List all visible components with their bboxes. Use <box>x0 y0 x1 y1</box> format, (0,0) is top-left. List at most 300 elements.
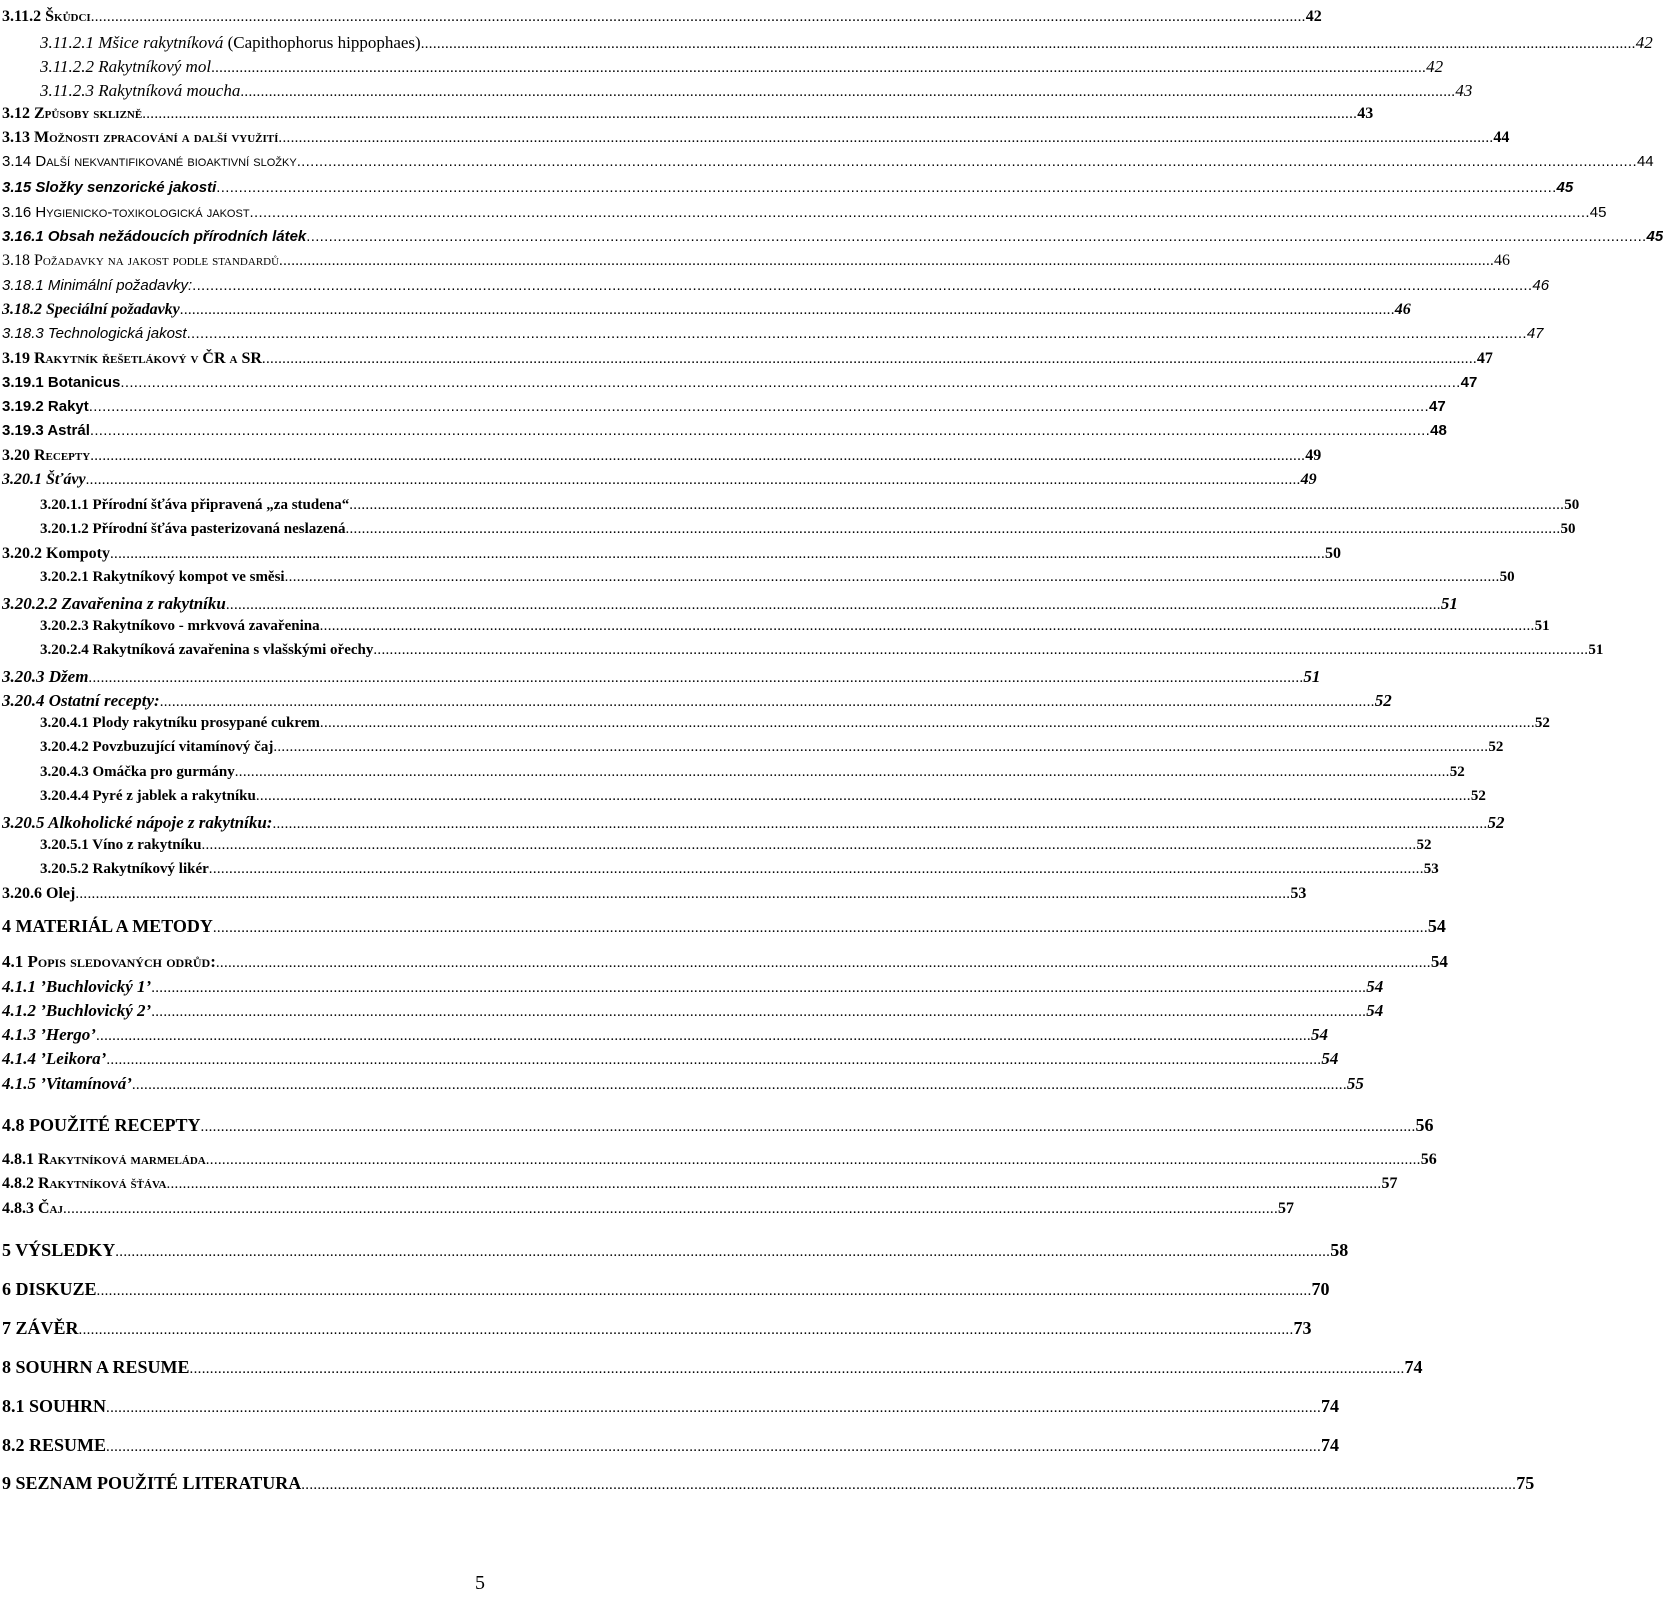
toc-entry-page: 54 <box>1366 1001 1384 1020</box>
toc-entry[interactable] <box>2 179 1574 196</box>
toc-entry-number: 4.8.2 <box>2 1175 34 1192</box>
toc-entry-label <box>2 252 279 270</box>
toc-entry-page: 42 <box>1426 57 1444 76</box>
toc-entry[interactable] <box>40 642 1604 659</box>
toc-dot-leader: ............................................................................................................................................................................................................................................................................................................ <box>120 374 1461 391</box>
toc-entry-label <box>2 301 180 319</box>
toc-dot-leader: ............................................................................................................................................................................................................................................................................................................ <box>75 886 1291 902</box>
toc-entry-number: 3.20.1 <box>2 471 42 488</box>
toc-entry-page: 50 <box>1560 521 1576 537</box>
toc-entry-label <box>40 497 349 514</box>
toc-entry-title: Omáčka pro gurmány <box>92 764 235 780</box>
toc-dot-leader: ............................................................................................................................................................................................................................................................................................................ <box>278 130 1494 146</box>
toc-entry-label <box>2 977 151 997</box>
toc-entry[interactable] <box>2 350 1493 368</box>
toc-dot-leader: ............................................................................................................................................................................................................................................................................................................ <box>89 422 1431 439</box>
toc-entry-label <box>2 105 142 123</box>
toc-entry-title: Rakytník řešetlákový v ČR a SR <box>34 350 262 367</box>
toc-entry-page: 74 <box>1404 1357 1423 1377</box>
toc-entry-page: 54 <box>1427 916 1446 936</box>
toc-entry-title: Rakytníkovo - mrkvová zavařenina <box>92 618 320 634</box>
toc-entry[interactable] <box>2 1240 1349 1261</box>
toc-entry-number: 4.8.3 <box>2 1200 34 1217</box>
toc-entry-title: Rakytníkový kompot ve směsi <box>92 569 285 585</box>
toc-entry-label <box>2 374 120 391</box>
toc-entry-page: 45 <box>1646 228 1663 245</box>
toc-entry[interactable] <box>2 1200 1294 1218</box>
toc-entry-number: 3.20.5.2 <box>40 861 89 877</box>
toc-entry-title: Mšice rakytníková <box>98 33 224 52</box>
toc-dot-leader: ............................................................................................................................................................................................................................................................................................................ <box>319 618 1535 634</box>
toc-entry-number: 4.8 <box>2 1115 25 1135</box>
toc-entry-label <box>2 1279 97 1300</box>
toc-entry[interactable] <box>2 1001 1384 1021</box>
toc-entry-page: 54 <box>1310 1025 1328 1044</box>
toc-entry-page: 52 <box>1374 691 1392 710</box>
toc-entry[interactable] <box>2 1435 1340 1456</box>
toc-entry-number: 3.11.2 <box>2 8 42 25</box>
toc-entry-number: 4.1.2 <box>2 1001 36 1020</box>
toc-entry[interactable] <box>2 471 1317 489</box>
toc-dot-leader: ............................................................................................................................................................................................................................................................................................................ <box>420 36 1636 52</box>
toc-entry-label <box>40 618 320 635</box>
toc-entry-title: POUŽITÉ RECEPTY <box>29 1115 201 1135</box>
toc-entry-number: 3.20.5.1 <box>40 837 89 853</box>
toc-entry-label <box>2 1049 106 1069</box>
toc-entry-page: 73 <box>1293 1318 1312 1338</box>
toc-entry[interactable] <box>2 813 1505 833</box>
toc-entry-label <box>2 447 90 465</box>
toc-entry-title: Speciální požadavky <box>46 301 180 318</box>
toc-dot-leader: ............................................................................................................................................................................................................................................................................................................ <box>201 837 1417 853</box>
toc-dot-leader: ............................................................................................................................................................................................................................................................................................................ <box>106 1052 1322 1068</box>
toc-entry[interactable] <box>2 204 1607 221</box>
toc-entry[interactable] <box>2 916 1446 937</box>
toc-entry-number: 6 <box>2 1279 11 1299</box>
toc-entry-number: 3.20.2.4 <box>40 642 89 658</box>
toc-entry[interactable] <box>2 325 1544 342</box>
toc-dot-leader: ............................................................................................................................................................................................................................................................................................................ <box>216 179 1557 196</box>
toc-dot-leader: ............................................................................................................................................................................................................................................................................................................ <box>189 1361 1405 1377</box>
toc-entry-label <box>40 33 421 53</box>
toc-entry-page: 52 <box>1534 715 1550 731</box>
toc-entry-title: Povzbuzující vitamínový čaj <box>92 739 274 755</box>
toc-entry-page: 46 <box>1394 301 1411 318</box>
toc-entry-number: 4 <box>2 916 11 936</box>
toc-entry-label <box>2 350 262 368</box>
toc-entry-title: Olej <box>46 885 76 902</box>
toc-dot-leader: ............................................................................................................................................................................................................................................................................................................ <box>159 694 1375 710</box>
toc-entry-number: 3.18.2 <box>2 301 42 318</box>
toc-entry-title: RESUME <box>29 1435 107 1455</box>
toc-entry-number: 3.20.4.4 <box>40 788 89 804</box>
toc-entry-title: Pyré z jablek a rakytníku <box>92 788 256 804</box>
toc-dot-leader: ............................................................................................................................................................................................................................................................................................................ <box>272 816 1488 832</box>
toc-dot-leader: ............................................................................................................................................................................................................................................................................................................ <box>284 569 1500 585</box>
toc-entry-page: 52 <box>1470 788 1486 804</box>
toc-dot-leader: ............................................................................................................................................................................................................................................................................................................ <box>179 302 1395 318</box>
toc-entry-title: Rakytníková marmeláda <box>38 1151 206 1168</box>
page-number: 5 <box>475 1572 485 1594</box>
toc-entry-label <box>40 739 273 756</box>
toc-entry-number: 3.20.6 <box>2 885 42 902</box>
toc-entry[interactable] <box>2 885 1307 903</box>
toc-entry-page: 70 <box>1311 1279 1330 1299</box>
toc-entry-label <box>40 57 211 77</box>
toc-entry-number: 4.1 <box>2 952 24 971</box>
toc-entry-number: 3.16 <box>2 204 32 221</box>
toc-entry-label <box>2 1200 63 1218</box>
toc-entry-title: Kompoty <box>46 545 110 562</box>
toc-entry-label <box>2 1240 115 1261</box>
toc-entry-page: 54 <box>1321 1049 1339 1068</box>
toc-entry-label <box>2 916 213 937</box>
toc-dot-leader: ............................................................................................................................................................................................................................................................................................................ <box>373 642 1589 658</box>
toc-dot-leader: ............................................................................................................................................................................................................................................................................................................ <box>273 739 1489 755</box>
toc-entry-page: 74 <box>1321 1435 1340 1455</box>
toc-entry-page: 56 <box>1415 1115 1434 1135</box>
toc-entry[interactable] <box>2 1357 1423 1378</box>
toc-entry[interactable] <box>2 277 1550 294</box>
toc-entry-page: 51 <box>1534 618 1550 634</box>
toc-entry-label <box>40 642 373 659</box>
toc-entry-number: 3.13 <box>2 129 30 146</box>
toc-entry-page: 57 <box>1278 1200 1294 1217</box>
toc-entry-title: Technologická jakost <box>47 325 187 342</box>
toc-entry-label <box>2 813 272 833</box>
toc-dot-leader: ............................................................................................................................................................................................................................................................................................................ <box>249 204 1590 221</box>
toc-entry[interactable] <box>2 105 1374 123</box>
toc-entry-title: Rakytníkový likér <box>92 861 209 877</box>
toc-entry-number: 4.1.1 <box>2 977 36 996</box>
toc-entry-label <box>2 1151 206 1169</box>
toc-entry-label <box>2 153 297 170</box>
toc-dot-leader: ............................................................................................................................................................................................................................................................................................................ <box>306 228 1647 245</box>
toc-dot-leader: ............................................................................................................................................................................................................................................................................................................ <box>186 325 1527 342</box>
toc-entry-page: 75 <box>1516 1473 1535 1493</box>
toc-entry-label <box>40 861 209 878</box>
toc-entry-number: 3.20.4.3 <box>40 764 89 780</box>
toc-entry[interactable] <box>40 715 1550 732</box>
toc-entry-page: 56 <box>1420 1151 1437 1168</box>
toc-entry-number: 3.12 <box>2 105 30 122</box>
toc-dot-leader: ............................................................................................................................................................................................................................................................................................................ <box>211 60 1427 76</box>
toc-entry-number: 3.20.2 <box>2 545 42 562</box>
toc-entry-title: Rakytníková moucha <box>98 81 241 100</box>
toc-entry[interactable] <box>2 1396 1340 1417</box>
toc-entry-title: VÝSLEDKY <box>15 1240 116 1260</box>
toc-entry-title: Plody rakytníku prosypané cukrem <box>92 715 320 731</box>
toc-entry-page: 52 <box>1488 739 1504 755</box>
toc-dot-leader: ............................................................................................................................................................................................................................................................................................................ <box>166 1176 1382 1192</box>
toc-entry-page: 53 <box>1290 885 1307 902</box>
toc-entry-title: SEZNAM POUŽITÉ LITERATURA <box>15 1473 302 1493</box>
toc-entry[interactable] <box>2 952 1448 972</box>
toc-dot-leader: ............................................................................................................................................................................................................................................................................................................ <box>90 9 1306 25</box>
toc-entry[interactable] <box>2 153 1654 170</box>
toc-entry[interactable] <box>2 447 1322 465</box>
toc-entry-label <box>40 788 256 805</box>
toc-entry-title: ’Hergo’ <box>40 1025 96 1044</box>
toc-entry-page: 48 <box>1430 422 1447 439</box>
toc-entry-label <box>2 594 226 614</box>
toc-dot-leader: ............................................................................................................................................................................................................................................................................................................ <box>192 277 1533 294</box>
toc-entry[interactable] <box>2 1074 1364 1094</box>
toc-entry-number: 3.19 <box>2 350 30 367</box>
toc-entry-page: 50 <box>1325 545 1341 562</box>
toc-entry[interactable] <box>40 764 1465 781</box>
toc-entry-number: 3.14 <box>2 153 32 170</box>
toc-entry[interactable] <box>2 422 1447 439</box>
toc-entry[interactable] <box>2 1318 1312 1339</box>
toc-entry[interactable] <box>2 8 1322 26</box>
toc-entry-number: 3.20.2.2 <box>2 594 58 613</box>
toc-dot-leader: ............................................................................................................................................................................................................................................................................................................ <box>151 1004 1367 1020</box>
toc-dot-leader: ............................................................................................................................................................................................................................................................................................................ <box>319 715 1535 731</box>
toc-entry-number: 3.18 <box>2 252 30 269</box>
toc-entry-label <box>2 277 192 294</box>
toc-entry[interactable] <box>40 57 1444 77</box>
toc-entry-title: Možnosti zpracování a další využití <box>34 129 279 146</box>
toc-dot-leader: ............................................................................................................................................................................................................................................................................................................ <box>200 1119 1416 1135</box>
toc-entry-label <box>2 952 216 972</box>
toc-entry-title: ’Buchlovický 1’ <box>40 977 152 996</box>
toc-entry-number: 5 <box>2 1240 11 1260</box>
toc-entry-title: Recepty <box>34 447 91 464</box>
toc-entry[interactable] <box>40 788 1486 805</box>
toc-entry-title: Šťávy <box>46 471 86 488</box>
toc-entry-title: Popis sledovaných odrůd: <box>27 952 216 971</box>
toc-entry-number: 3.19.1 <box>2 374 44 391</box>
toc-entry[interactable] <box>2 1049 1339 1069</box>
toc-entry-page: 42 <box>1305 8 1322 25</box>
toc-entry-number: 3.20.4.2 <box>40 739 89 755</box>
toc-entry-number: 8.2 <box>2 1435 25 1455</box>
toc-entry-title: Způsoby sklizně <box>34 105 143 122</box>
toc-entry-label <box>2 1001 151 1021</box>
toc-entry[interactable] <box>2 977 1384 997</box>
toc-entry-number: 3.20.4.1 <box>40 715 89 731</box>
toc-entry-page: 57 <box>1381 1175 1398 1192</box>
toc-entry-label <box>2 471 86 489</box>
toc-entry-title: ZÁVĚR <box>15 1318 79 1338</box>
toc-entry[interactable] <box>2 1115 1434 1136</box>
toc-dot-leader: ............................................................................................................................................................................................................................................................................................................ <box>208 861 1424 877</box>
toc-entry[interactable] <box>2 1025 1328 1045</box>
toc-entry-title: ’Vitamínová’ <box>40 1074 132 1093</box>
toc-dot-leader: ............................................................................................................................................................................................................................................................................................................ <box>88 398 1429 415</box>
toc-entry-page: 44 <box>1493 129 1510 146</box>
toc-entry[interactable] <box>2 667 1321 687</box>
toc-entry[interactable] <box>40 569 1515 586</box>
toc-entry[interactable] <box>40 837 1432 854</box>
toc-entry-label <box>2 204 250 221</box>
toc-entry-title: ’Leikora’ <box>40 1049 107 1068</box>
toc-entry-page: 54 <box>1430 952 1448 971</box>
toc-entry-title: Džem <box>48 667 89 686</box>
toc-entry-number: 3.16.1 <box>2 228 44 245</box>
toc-entry-title: Hygienicko-toxikologická jakost <box>35 204 250 221</box>
toc-entry-title: Astrál <box>47 422 90 439</box>
toc-entry-page: 50 <box>1564 497 1580 513</box>
toc-entry[interactable] <box>40 618 1550 635</box>
toc-entry-label <box>2 1175 166 1193</box>
toc-dot-leader: ............................................................................................................................................................................................................................................................................................................ <box>151 980 1367 996</box>
toc-entry-page: 46 <box>1494 252 1511 269</box>
toc-entry-number: 3.20 <box>2 447 30 464</box>
toc-entry-label <box>2 1025 96 1045</box>
toc-entry-label <box>2 1318 79 1339</box>
toc-entry-number: 3.18.1 <box>2 277 44 294</box>
toc-entry[interactable] <box>2 129 1510 147</box>
toc-dot-leader: ............................................................................................................................................................................................................................................................................................................ <box>296 153 1637 170</box>
toc-entry-label <box>2 129 278 147</box>
toc-entry-page: 47 <box>1526 325 1544 342</box>
toc-dot-leader: ............................................................................................................................................................................................................................................................................................................ <box>225 597 1441 613</box>
toc-entry-page: 55 <box>1346 1074 1364 1093</box>
toc-entry[interactable] <box>40 497 1580 514</box>
toc-entry-number: 8 <box>2 1357 11 1377</box>
toc-entry-number: 9 <box>2 1473 11 1493</box>
toc-entry-title: SOUHRN A RESUME <box>15 1357 190 1377</box>
toc-dot-leader: ............................................................................................................................................................................................................................................................................................................ <box>240 84 1456 100</box>
toc-dot-leader: ............................................................................................................................................................................................................................................................................................................ <box>142 106 1358 122</box>
toc-entry-title: SOUHRN <box>29 1396 107 1416</box>
toc-entry-label <box>2 545 110 563</box>
toc-entry-page: 43 <box>1357 105 1374 122</box>
toc-entry-number: 3.19.3 <box>2 422 44 439</box>
toc-dot-leader: ............................................................................................................................................................................................................................................................................................................ <box>78 1322 1294 1338</box>
toc-entry-number: 3.20.3 <box>2 667 45 686</box>
toc-entry-label <box>40 569 285 586</box>
toc-entry[interactable] <box>2 545 1341 563</box>
toc-entry-page: 49 <box>1300 471 1317 488</box>
toc-entry-number: 3.20.5 <box>2 813 45 832</box>
toc-entry[interactable] <box>2 301 1411 319</box>
toc-entry-page: 51 <box>1588 642 1604 658</box>
toc-entry-page: 50 <box>1499 569 1515 585</box>
toc-entry[interactable] <box>40 739 1504 756</box>
toc-entry-number: 3.20.2.3 <box>40 618 89 634</box>
toc-dot-leader: ............................................................................................................................................................................................................................................................................................................ <box>279 253 1495 269</box>
toc-entry[interactable] <box>40 861 1439 878</box>
toc-entry-title: Požadavky na jakost podle standardů <box>34 252 280 269</box>
toc-entry-page: 42 <box>1635 33 1653 52</box>
toc-entry[interactable] <box>40 33 1653 53</box>
toc-dot-leader: ............................................................................................................................................................................................................................................................................................................ <box>96 1283 1312 1299</box>
toc-dot-leader: ............................................................................................................................................................................................................................................................................................................ <box>205 1152 1421 1168</box>
toc-entry-page: 49 <box>1305 447 1322 464</box>
toc-entry[interactable] <box>2 691 1392 711</box>
toc-entry-number: 3.11.2.1 <box>40 33 94 52</box>
toc-entry-label <box>40 715 320 732</box>
toc-entry[interactable] <box>40 81 1473 101</box>
toc-dot-leader: ............................................................................................................................................................................................................................................................................................................ <box>212 920 1428 936</box>
toc-entry-title: Škůdci <box>45 8 91 25</box>
toc-entry-label <box>2 422 90 439</box>
toc-entry-page: 46 <box>1532 277 1550 294</box>
toc-entry-number: 8.1 <box>2 1396 25 1416</box>
toc-entry-page: 52 <box>1487 813 1505 832</box>
toc-dot-leader: ............................................................................................................................................................................................................................................................................................................ <box>88 670 1304 686</box>
toc-dot-leader: ............................................................................................................................................................................................................................................................................................................ <box>301 1477 1517 1493</box>
toc-dot-leader: ............................................................................................................................................................................................................................................................................................................ <box>106 1400 1322 1416</box>
toc-dot-leader: ............................................................................................................................................................................................................................................................................................................ <box>90 448 1306 464</box>
toc-entry-title: Zavařenina z rakytníku <box>61 594 226 613</box>
toc-entry-title: Víno z rakytníku <box>92 837 202 853</box>
toc-entry-number: 3.20.1.1 <box>40 497 89 513</box>
toc-dot-leader: ............................................................................................................................................................................................................................................................................................................ <box>215 955 1431 971</box>
toc-entry-label <box>2 1074 132 1094</box>
toc-entry[interactable] <box>2 398 1446 415</box>
toc-entry-title: Obsah nežádoucích přírodních látek <box>47 228 307 245</box>
toc-entry[interactable] <box>2 252 1511 270</box>
toc-dot-leader: ............................................................................................................................................................................................................................................................................................................ <box>115 1244 1331 1260</box>
toc-entry-page: 47 <box>1476 350 1493 367</box>
toc-entry[interactable] <box>40 521 1576 538</box>
toc-entry-page: 47 <box>1429 398 1446 415</box>
toc-entry-label <box>2 8 91 26</box>
toc-entry-page: 47 <box>1460 374 1478 391</box>
toc-dot-leader: ............................................................................................................................................................................................................................................................................................................ <box>345 521 1561 537</box>
toc-entry-title: MATERIÁL A METODY <box>15 916 213 936</box>
toc-entry-title: DISKUZE <box>15 1279 97 1299</box>
toc-entry-title: Rakyt <box>47 398 89 415</box>
toc-entry-number: 3.19.2 <box>2 398 44 415</box>
toc-entry-page: 54 <box>1366 977 1384 996</box>
toc-entry-title: Minimální požadavky: <box>47 277 193 294</box>
toc-entry[interactable] <box>2 1151 1437 1169</box>
toc-entry[interactable] <box>2 374 1478 391</box>
toc-entry-number: 7 <box>2 1318 11 1338</box>
toc-entry-label <box>2 228 306 245</box>
toc-entry-number: 3.18.3 <box>2 325 44 342</box>
toc-dot-leader: ............................................................................................................................................................................................................................................................................................................ <box>110 546 1325 562</box>
toc-entry-latin-name: (Capithophorus hippophaes) <box>223 33 421 52</box>
toc-entry-label <box>2 398 89 415</box>
toc-entry-title: Složky senzorické jakosti <box>35 179 217 196</box>
toc-entry-number: 3.20.4 <box>2 691 45 710</box>
toc-entry-page: 51 <box>1303 667 1321 686</box>
toc-entry[interactable] <box>2 594 1458 614</box>
toc-entry-number: 4.1.4 <box>2 1049 36 1068</box>
toc-dot-leader: ............................................................................................................................................................................................................................................................................................................ <box>234 764 1450 780</box>
toc-entry-title: ’Buchlovický 2’ <box>40 1001 152 1020</box>
toc-entry-number: 4.8.1 <box>2 1151 34 1168</box>
toc-entry-page: 52 <box>1449 764 1465 780</box>
toc-dot-leader: ............................................................................................................................................................................................................................................................................................................ <box>85 472 1301 488</box>
toc-entry-label <box>2 1435 106 1456</box>
toc-entry-number: 4.1.5 <box>2 1074 36 1093</box>
toc-entry-number: 4.1.3 <box>2 1025 36 1044</box>
toc-entry-page: 43 <box>1455 81 1473 100</box>
toc-entry-label <box>2 179 216 196</box>
toc-dot-leader: ............................................................................................................................................................................................................................................................................................................ <box>255 788 1471 804</box>
toc-entry-label <box>2 1396 106 1417</box>
toc-entry-number: 3.11.2.2 <box>40 57 94 76</box>
toc-dot-leader: ............................................................................................................................................................................................................................................................................................................ <box>95 1028 1311 1044</box>
toc-entry-title: Rakytníkový mol <box>98 57 212 76</box>
toc-dot-leader: ............................................................................................................................................................................................................................................................................................................ <box>349 497 1565 513</box>
toc-entry-page: 45 <box>1589 204 1607 221</box>
toc-entry[interactable] <box>2 1473 1535 1494</box>
toc-entry[interactable] <box>2 1175 1398 1193</box>
toc-entry-label <box>2 667 88 687</box>
toc-entry-number: 3.11.2.3 <box>40 81 94 100</box>
toc-entry[interactable] <box>2 1279 1330 1300</box>
toc-entry-number: 3.15 <box>2 179 32 196</box>
toc-entry[interactable] <box>2 228 1663 245</box>
